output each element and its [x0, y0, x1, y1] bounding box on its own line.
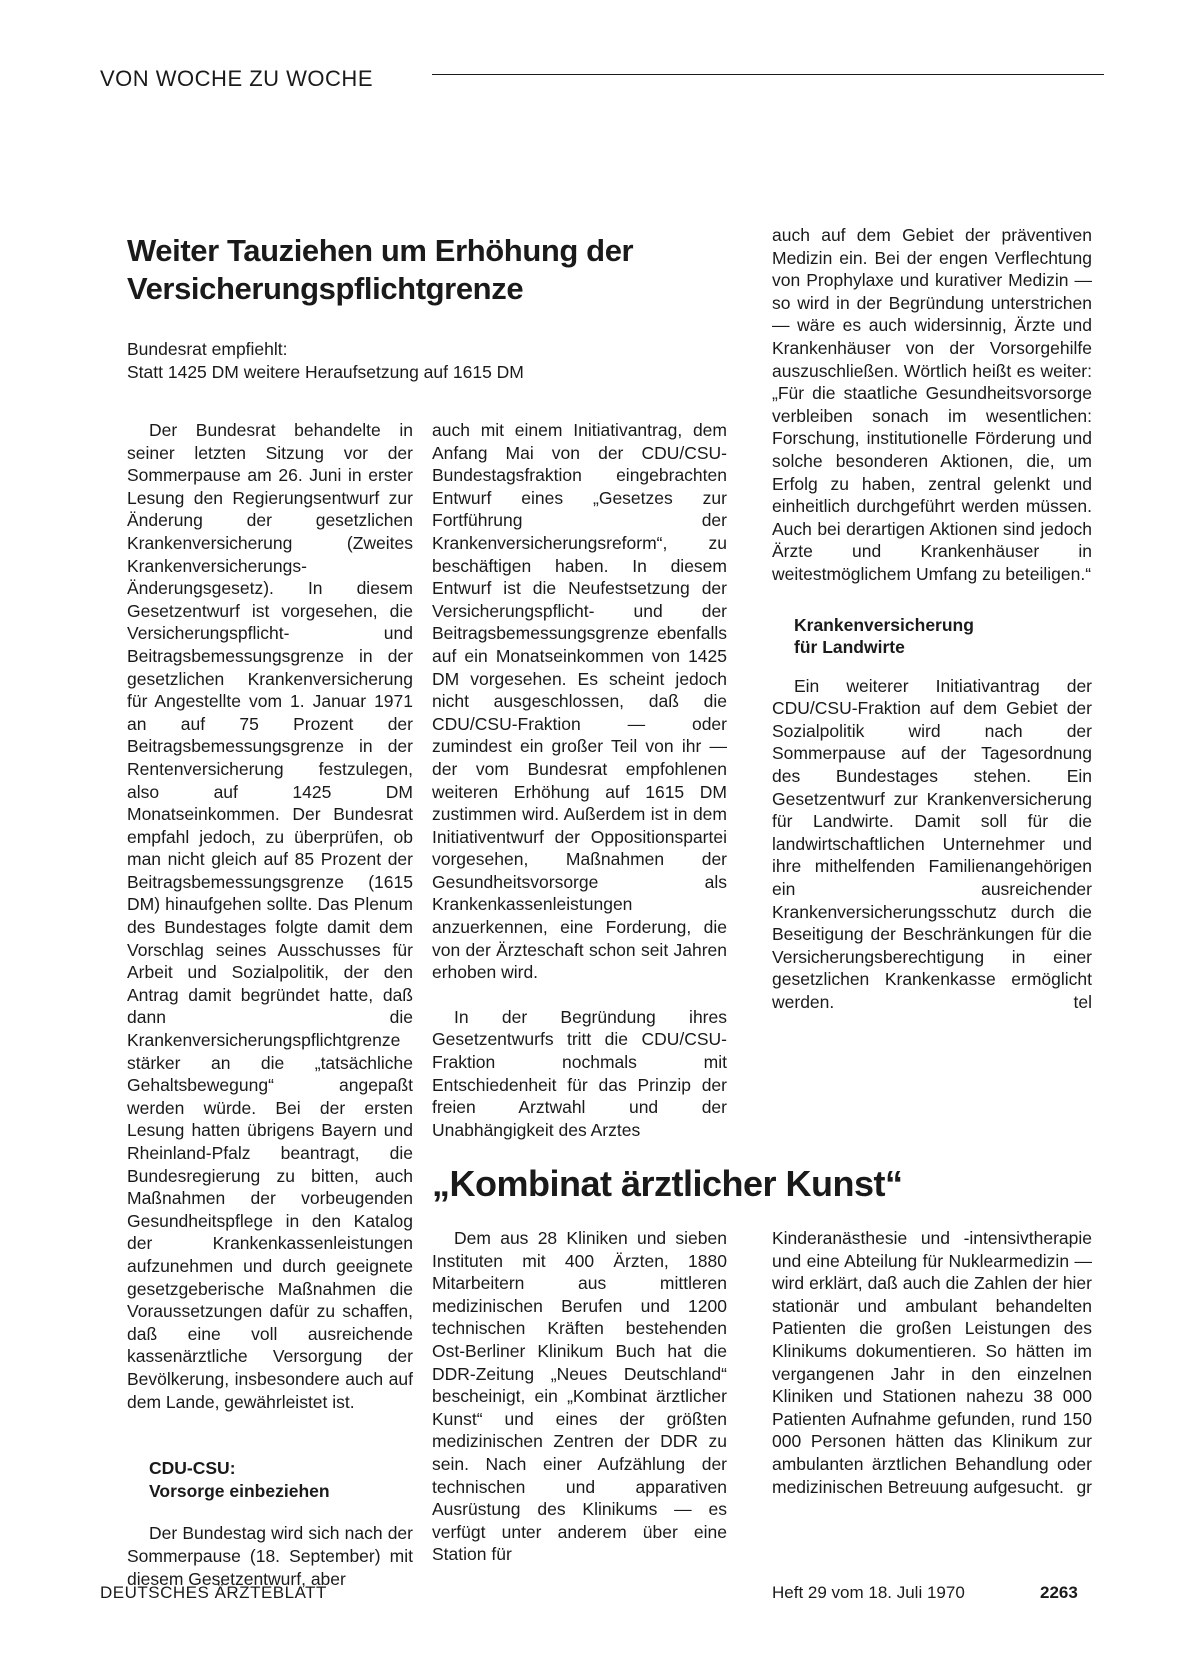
article1-column-2: [432, 419, 727, 1141]
article2-signature: gr: [1076, 1476, 1092, 1497]
footer-issue: Heft 29 vom 18. Juli 1970: [772, 1583, 965, 1602]
section-label: VON WOCHE ZU WOCHE: [100, 66, 373, 91]
article1-col1-subheading-line1: CDU-CSU:: [149, 1458, 236, 1479]
article2-title: „Kombinat ärztlicher Kunst“: [432, 1163, 903, 1204]
article1-col2-paragraph-1: auch mit einem Initiativantrag, dem Anfang Mai von der CDU/CSU-Bundestagsfraktion eingebrachten Entwurf eines „Gesetzes zur Fortführung der Krankenversicherungsreform“, zu beschäftigen haben. In diesem Entwurf ist die Neufestsetzung der Versicherungspflicht- und der Beitragsbemessungsgrenze ebenfalls auf ein Monatseinkommen von 1425 DM vorgesehen. Es scheint jedoch nicht ausgeschlossen, daß die CDU/CSU-Fraktion — oder zumindest ein großer Teil von ihr — der vom Bundesrat empfohlenen weiteren Erhöhung auf 1615 DM zustimmen wird. Außerdem ist in dem Initiativentwurf der Oppositionspartei vorgesehen, Maßnahmen der Gesundheitsvorsorge als Krankenkassenleistungen anzuerkennen, eine Forderung, die von der Ärzteschaft schon seit Jahren erhoben wird.: [432, 420, 727, 983]
article1-col3-subheading-line2: für Landwirte: [794, 637, 905, 658]
article1-subtitle-line1: Bundesrat empfiehlt:: [127, 339, 288, 359]
article1-title: Weiter Tauziehen um Erhöhung der Versicherungspflichtgrenze: [127, 233, 634, 306]
article1-column-1: [127, 419, 413, 1590]
article1-col1-subheading-line2: Vorsorge einbeziehen: [149, 1480, 330, 1501]
article2-column-1: [432, 1227, 727, 1566]
article2-col1-paragraph: Dem aus 28 Kliniken und sieben Instituten mit 400 Ärzten, 1880 Mitarbeitern aus mittleren medizinischen Berufen und 1200 technischen Kräften bestehenden Ost-Berliner Klinikum Buch hat die DDR-Zeitung „Neues Deutschland“ bescheinigt, ein „Kombinat ärztlicher Kunst“ und eines der größten medizinischen Zentren der DDR zu sein. Nach einer Aufzählung der technischen und apparativen Ausrüstung des Klinikums — es verfügt unter anderem über eine Station für: [432, 1228, 727, 1565]
article1-subtitle-line2: Statt 1425 DM weitere Heraufsetzung auf 1615 DM: [127, 362, 524, 382]
footer-publication: DEUTSCHES ÄRZTEBLATT: [100, 1583, 327, 1602]
article1-col3-subheading: [794, 614, 1092, 659]
article2-column-2: [772, 1227, 1092, 1498]
article1-signature: tel: [1073, 992, 1092, 1012]
article2-col2-paragraph: Kinderanästhesie und -intensivtherapie und eine Abteilung für Nuklearmedizin — wird erklärt, daß auch die Zahlen der hier stationär und ambulant behandelten Patienten die großen Leistungen des Klinikums dokumentieren. So hätten im vergangenen Jahr in den einzelnen Kliniken und Stationen nahezu 38 000 Patienten Aufnahme gefunden, rund 150 000 Personen hätten das Klinikum zur ambulanten ärztlichen Behandlung oder medizinischen Betreuung aufgesucht.: [772, 1228, 1092, 1497]
article1-col1-paragraph-2: Der Bundestag wird sich nach der Sommerpause (18. September) mit diesem Gesetzentwurf, aber: [127, 1523, 413, 1589]
article1-col1-paragraph-1: Der Bundesrat behandelte in seiner letzten Sitzung vor der Sommerpause am 26. Juni in erster Lesung den Regierungsentwurf zur Änderung der gesetzlichen Krankenversicherung (Zweites Krankenversicherungs-Änderungsgesetz). In diesem Gesetzentwurf ist vorgesehen, die Versicherungspflicht- und Beitragsbemessungsgrenze in der gesetzlichen Krankenversicherung für Angestellte vom 1. Januar 1971 an auf 75 Prozent der Beitragsbemessungsgrenze in der Rentenversicherung festzulegen, also auf 1425 DM Monatseinkommen. Der Bundesrat empfahl jedoch, zu überprüfen, ob man nicht gleich auf 85 Prozent der Beitragsbemessungsgrenze (1615 DM) hinaufgehen sollte. Das Plenum des Bundestages folgte damit dem Vorschlag seines Ausschusses für Arbeit und Sozialpolitik, der den Antrag damit begründet hatte, daß dann die Krankenversicherungspflichtgrenze stärker an die „tatsächliche Gehaltsbewegung“ angepaßt werden würde. Bei der ersten Lesung hatten übrigens Bayern und Rheinland-Pfalz beantragt, die Bundesregierung zu bitten, auch Maßnahmen der vorbeugenden Gesundheitspflege in den Katalog der Krankenkassenleistungen aufzunehmen und durch geeignete gesetzgeberische Maßnahmen die Voraussetzungen dafür zu schaffen, daß eine voll ausreichende kassenärztliche Versorgung der Bevölkerung, insbesondere auch auf dem Lande, gewährleistet ist.: [127, 420, 413, 1412]
article1-col3-subheading-line1: Krankenversicherung: [794, 614, 974, 635]
article1-col1-subheading: [149, 1457, 413, 1502]
article1-col2-paragraph-2: In der Begründung ihres Gesetzentwurfs tritt die CDU/CSU-Fraktion nochmals mit Entschiedenheit für das Prinzip der freien Arztwahl und der Unabhängigkeit des Arztes: [432, 1006, 727, 1140]
article1-col3-paragraph-1: auch auf dem Gebiet der präventiven Medizin ein. Bei der engen Verflechtung von Prophylaxe und kurativer Medizin — so wird in der Begründung unterstrichen — wäre es auch widersinnig, Ärzte und Krankenhäuser von der Vorsorgehilfe auszuschließen. Wörtlich heißt es weiter: „Für die staatliche Gesundheitsvorsorge verbleiben sonach im wesentlichen: Forschung, institutionelle Förderung und solche besonderen Aktionen, die, um Erfolg zu haben, zentral gelenkt und einheitlich durchgeführt werden müssen. Auch bei derartigen Aktionen sind jedoch Ärzte und Krankenhäuser in weitestmöglichem Umfang zu beteiligen.“: [772, 225, 1092, 584]
footer-page-number: 2263: [1040, 1583, 1078, 1602]
article1-subtitle: [127, 338, 687, 384]
article1-col3-paragraph-2: Ein weiterer Initiativantrag der CDU/CSU-Fraktion auf dem Gebiet der Sozialpolitik wird nach der Sommerpause auf der Tagesordnung des Bundestages stehen. Ein Gesetzentwurf zur Krankenversicherung für Landwirte. Damit soll für die landwirtschaftlichen Unternehmer und ihre mithelfenden Familienangehörigen ein ausreichender Krankenversicherungsschutz durch die Beseitigung der Beschränkungen für die Versicherungsberechtigung in einer gesetzlichen Krankenkasse ermöglicht werden.: [772, 675, 1092, 1012]
article1-column-3: [772, 224, 1092, 1014]
header-rule: [432, 74, 1104, 75]
